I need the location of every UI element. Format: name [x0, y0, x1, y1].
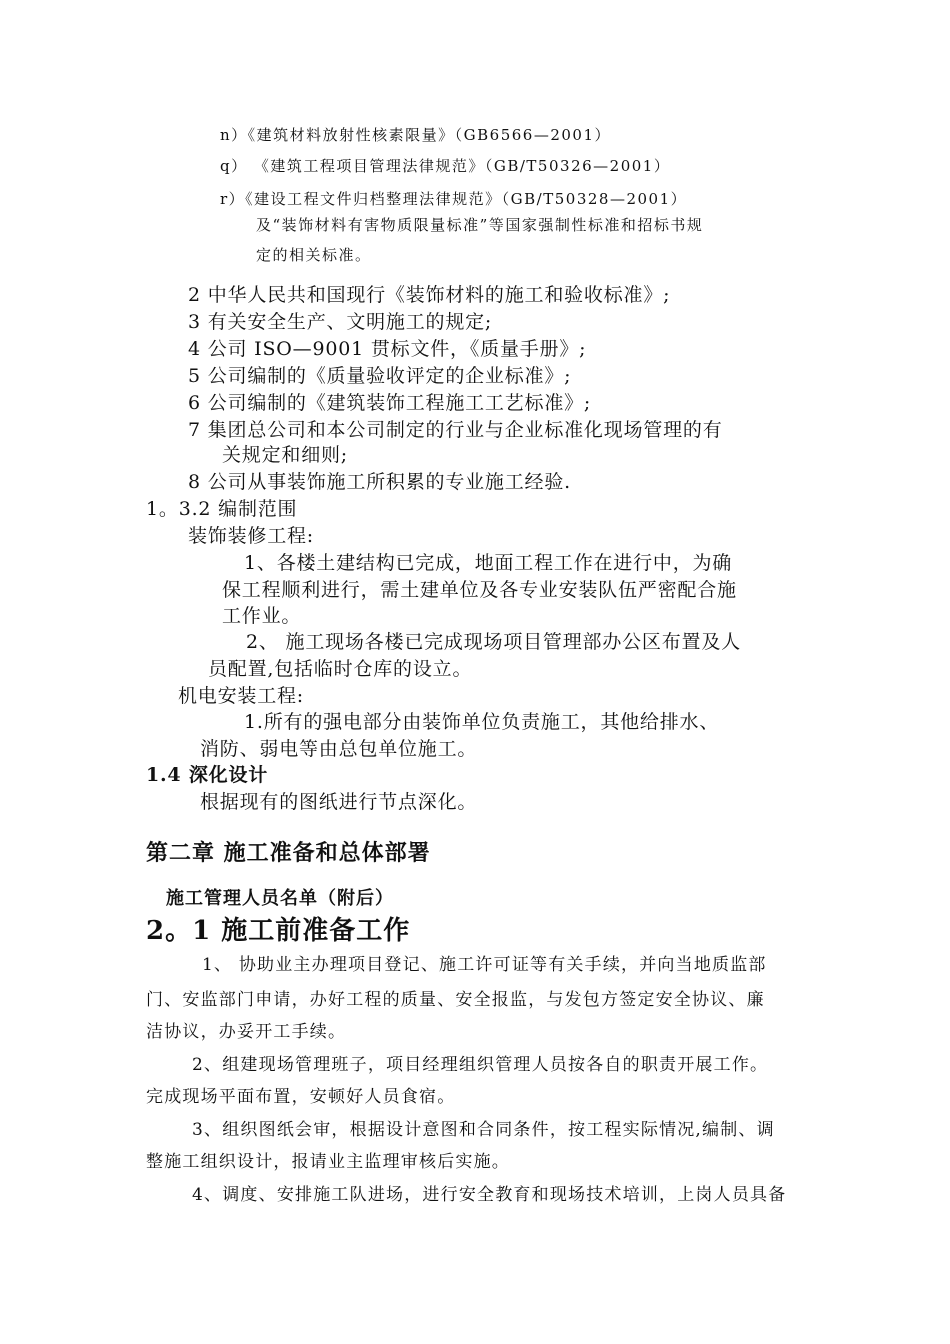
deepen-text: 根据现有的图纸进行节点深化。 [200, 791, 478, 813]
mep-title: 机电安装工程: [178, 685, 305, 707]
ref-item-r: r）《建设工程文件归档整理法律规范》（GB/T50328—2001） [220, 190, 688, 208]
decor-item-1-line-2: 保工程顺利进行，需土建单位及各专业安装队伍严密配合施 [222, 579, 737, 601]
ref-item-r-continuation: 及“装饰材料有害物质限量标准”等国家强制性标准和招标书规 [256, 216, 704, 234]
basis-item-7-continuation: 关规定和细则; [222, 444, 349, 466]
prep-item-4: 4、调度、安排施工队进场，进行安全教育和现场技术培训，上岗人员具备 [192, 1185, 787, 1205]
scope-heading: 1。3.2 编制范围 [146, 498, 298, 520]
prep-item-1: 1、 协助业主办理项目登记、施工许可证等有关手续，并向当地质监部 [202, 955, 767, 975]
prep-item-3-line-2: 整施工组织设计，报请业主监理审核后实施。 [146, 1152, 510, 1172]
basis-item-3: 3 有关安全生产、文明施工的规定; [188, 311, 493, 333]
decor-item-2: 2、 施工现场各楼已完成现场项目管理部办公区布置及人 [246, 631, 741, 653]
prep-item-2-line-2: 完成现场平面布置，安顿好人员食宿。 [146, 1087, 456, 1107]
basis-item-8: 8 公司从事装饰施工所积累的专业施工经验. [188, 471, 571, 493]
decor-item-1-line-3: 工作业。 [222, 605, 302, 627]
prep-item-3: 3、组织图纸会审，根据设计意图和合同条件，按工程实际情况,编制、调 [192, 1120, 775, 1140]
mep-item-1-line-2: 消防、弱电等由总包单位施工。 [200, 738, 478, 760]
prep-item-2: 2、组建现场管理班子，项目经理组织管理人员按各自的职责开展工作。 [192, 1055, 769, 1075]
decor-item-1: 1、各楼土建结构已完成，地面工程工作在进行中，为确 [244, 552, 733, 574]
ref-item-r-continuation-2: 定的相关标准。 [256, 246, 372, 264]
basis-item-2: 2 中华人民共和国现行《装饰材料的施工和验收标准》; [188, 284, 671, 306]
decor-title: 装饰装修工程: [188, 525, 315, 547]
ref-item-q: q） 《建筑工程项目管理法律规范》（GB/T50326—2001） [220, 157, 671, 175]
basis-item-4: 4 公司 ISO—9001 贯标文件，《质量手册》; [188, 338, 587, 360]
prep-item-1-line-2: 门、安监部门申请，办好工程的质量、安全报监，与发包方签定安全协议、廉 [146, 990, 765, 1010]
chapter-title: 第二章 施工准备和总体部署 [146, 840, 431, 866]
chapter-subtitle: 施工管理人员名单（附后） [166, 888, 394, 909]
basis-item-7: 7 集团总公司和本公司制定的行业与企业标准化现场管理的有 [188, 419, 723, 441]
basis-item-6: 6 公司编制的《建筑装饰工程施工工艺标准》; [188, 392, 592, 414]
deepen-heading: 1.4 深化设计 [146, 764, 269, 786]
mep-item-1: 1.所有的强电部分由装饰单位负责施工，其他给排水、 [244, 711, 720, 733]
basis-item-5: 5 公司编制的《质量验收评定的企业标准》; [188, 365, 572, 387]
ref-item-n: n）《建筑材料放射性核素限量》（GB6566—2001） [220, 126, 612, 144]
decor-item-2-line-2: 员配置,包括临时仓库的设立。 [208, 658, 473, 680]
section-heading: 2。1 施工前准备工作 [146, 916, 411, 946]
prep-item-1-line-3: 洁协议，办妥开工手续。 [146, 1022, 347, 1042]
